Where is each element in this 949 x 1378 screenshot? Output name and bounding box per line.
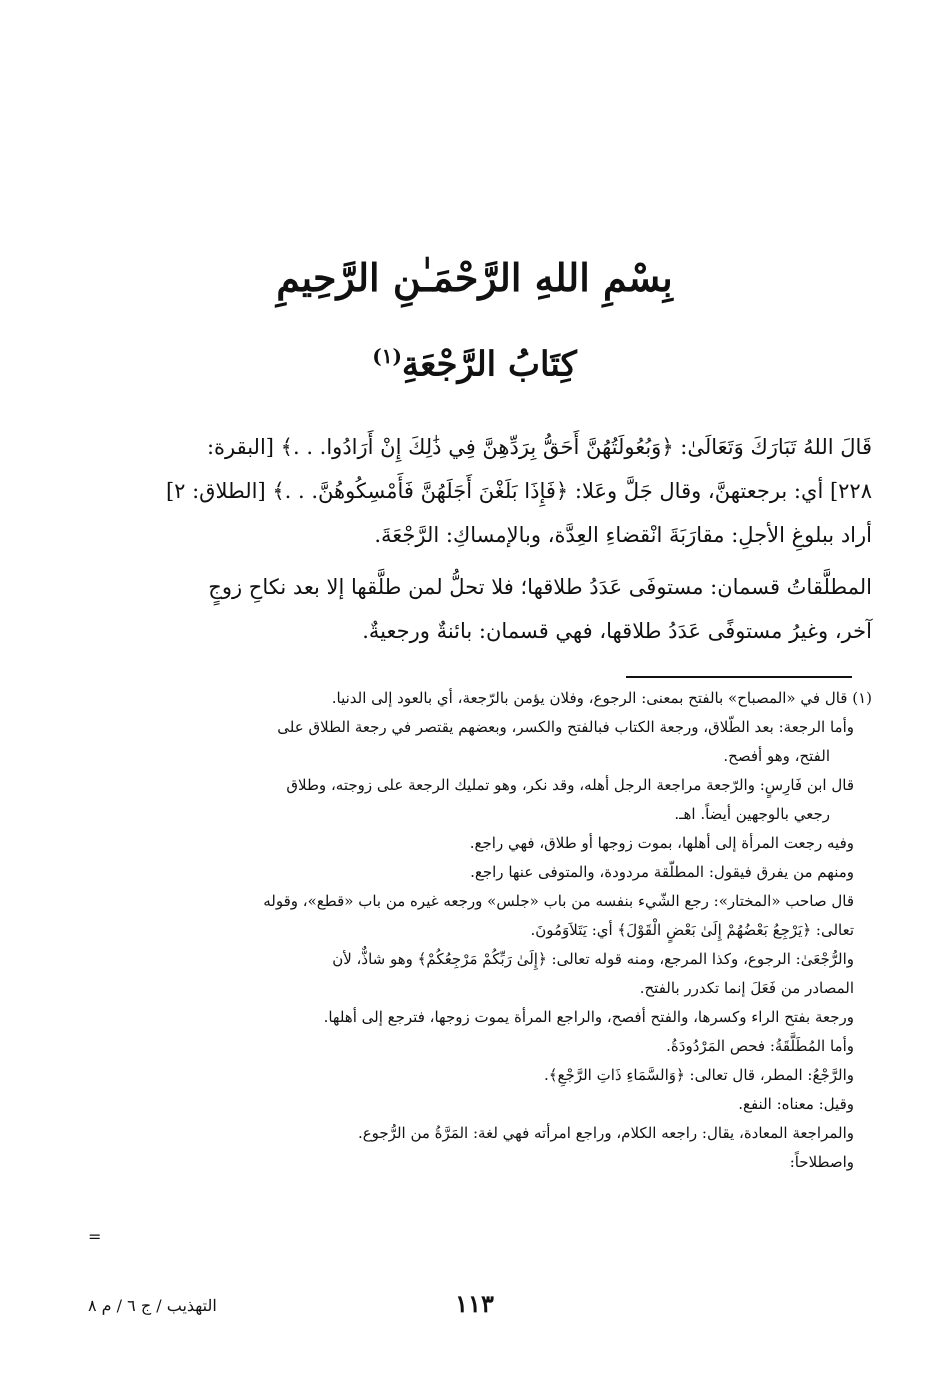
text-line: المطلَّقاتُ قسمان: مستوفَى عَدَدُ طلاقها؛ فلا تحلُّ لمن طلَّقها إلا بعد نكاحِ زوجٍ — [208, 575, 872, 599]
footnote-line: ومنهم من يفرق فيقول: المطلّقة مردودة، والمتوفى عنها راجع. — [470, 863, 854, 881]
continuation-mark: = — [88, 1227, 102, 1246]
footnote-line: المصادر من فَعَلَ إنما تكدرر بالفتح. — [639, 979, 854, 997]
footnote-line: قال صاحب «المختار»: رجع الشّيء بنفسه من باب «جلس» ورجعه غيره من باب «قطع»، وقوله — [263, 892, 854, 910]
footnote-line: تعالى: ﴿يَرْجِعُ بَعْضُهُمْ إِلَىٰ بَعْضٍ الْقَوْلَ﴾ أي: يَتَلاَوَمُونَ. — [530, 921, 854, 939]
footnote-line: والرَّجْعُ: المطر، قال تعالى: ﴿وَالسَّمَاءِ ذَاتِ الرَّجْعِ﴾. — [544, 1066, 854, 1084]
footnote-line: والرُّجْعَىٰ: الرجوع، وكذا المرجع، ومنه قوله تعالى: ﴿إِلَىٰ رَبِّكُمْ مَرْجِعُكُمْ﴾ وهو شاذٌّ، لأن — [332, 950, 854, 968]
footnote-line: رجعي بالوجهين أيضاً. اهـ. — [674, 805, 830, 823]
footnote-line: وقيل: معناه: النفع. — [738, 1095, 854, 1113]
chapter-footnote-marker: (١) — [372, 344, 402, 368]
chapter-title — [0, 328, 949, 392]
footnotes — [80, 684, 872, 1177]
footnote-line: وأما الرجعة: بعد الطّلاق، ورجعة الكتاب فبالفتح والكسر، وبعضهم يقتصر في رجعة الطلاق على — [277, 718, 854, 736]
chapter-title-text: كِتَابُ الرَّجْعَةِ — [401, 344, 577, 385]
footnote-line: والمراجعة المعادة، يقال: راجعه الكلام، وراجع امرأته فهي لغة: المَرَّةُ من الرُّجوع. — [357, 1124, 854, 1142]
basmala-heading: بِسْمِ اللهِ الرَّحْمَـٰنِ الرَّحِيمِ — [276, 255, 673, 300]
footnote-separator — [626, 676, 852, 678]
main-text — [80, 425, 872, 653]
text-line: آخر، وغيرُ مستوفًى عَدَدُ طلاقها، فهي قسمان: بائنةٌ ورجعيةٌ. — [362, 619, 872, 643]
text-line: أراد ببلوغِ الأجلِ: مقارَبَةَ انْقضاءِ العِدَّة، وبالإمساكِ: الرَّجْعَةَ. — [374, 523, 872, 547]
footnote-line: ورجعة بفتح الراء وكسرها، والفتح أفصح، والراجع المرأة يموت زوجها، فترجع إلى أهلها. — [323, 1008, 854, 1026]
footnote-line: (١) قال في «المصباح» بالفتح بمعنى: الرجوع، وفلان يؤمن بالرّجعة، أي بالعود إلى الدنيا. — [331, 689, 872, 707]
footnote-line: واصطلاحاً: — [789, 1153, 854, 1171]
text-line: ٢٢٨] أي: برجعتهنَّ، وقال جَلَّ وعَلا: ﴿فَإِذَا بَلَغْنَ أَجَلَهُنَّ فَأَمْسِكُوهُنَّ. . .﴾ [الطلاق: ٢] — [165, 479, 872, 503]
text-line: قَالَ اللهُ تَبَارَكَ وَتَعَالَىٰ: ﴿وَبُعُولَتُهُنَّ أَحَقُّ بِرَدِّهِنَّ فِي ذَٰلِكَ إِنْ أَرَادُوا. . .﴾ [البقرة: — [206, 435, 872, 459]
page-number: ١١٣ — [455, 1289, 494, 1318]
footnote-line: الفتح، وهو أفصح. — [723, 747, 830, 765]
footnote-line: قال ابن فَارِسٍ: والرّجعة مراجعة الرجل أهله، وقد نكر، وهو تمليك الرجعة على زوجته، وطلاق — [286, 776, 854, 794]
footer-reference: التهذيب / ج ٦ / م ٨ — [88, 1296, 217, 1315]
footnote-line: وأما المُطَلَّقَةُ: فحص المَرْدُودَةُ. — [666, 1037, 854, 1055]
footnote-line: وفيه رجعت المرأة إلى أهلها، بموت زوجها أو طلاق، فهي راجع. — [469, 834, 854, 852]
